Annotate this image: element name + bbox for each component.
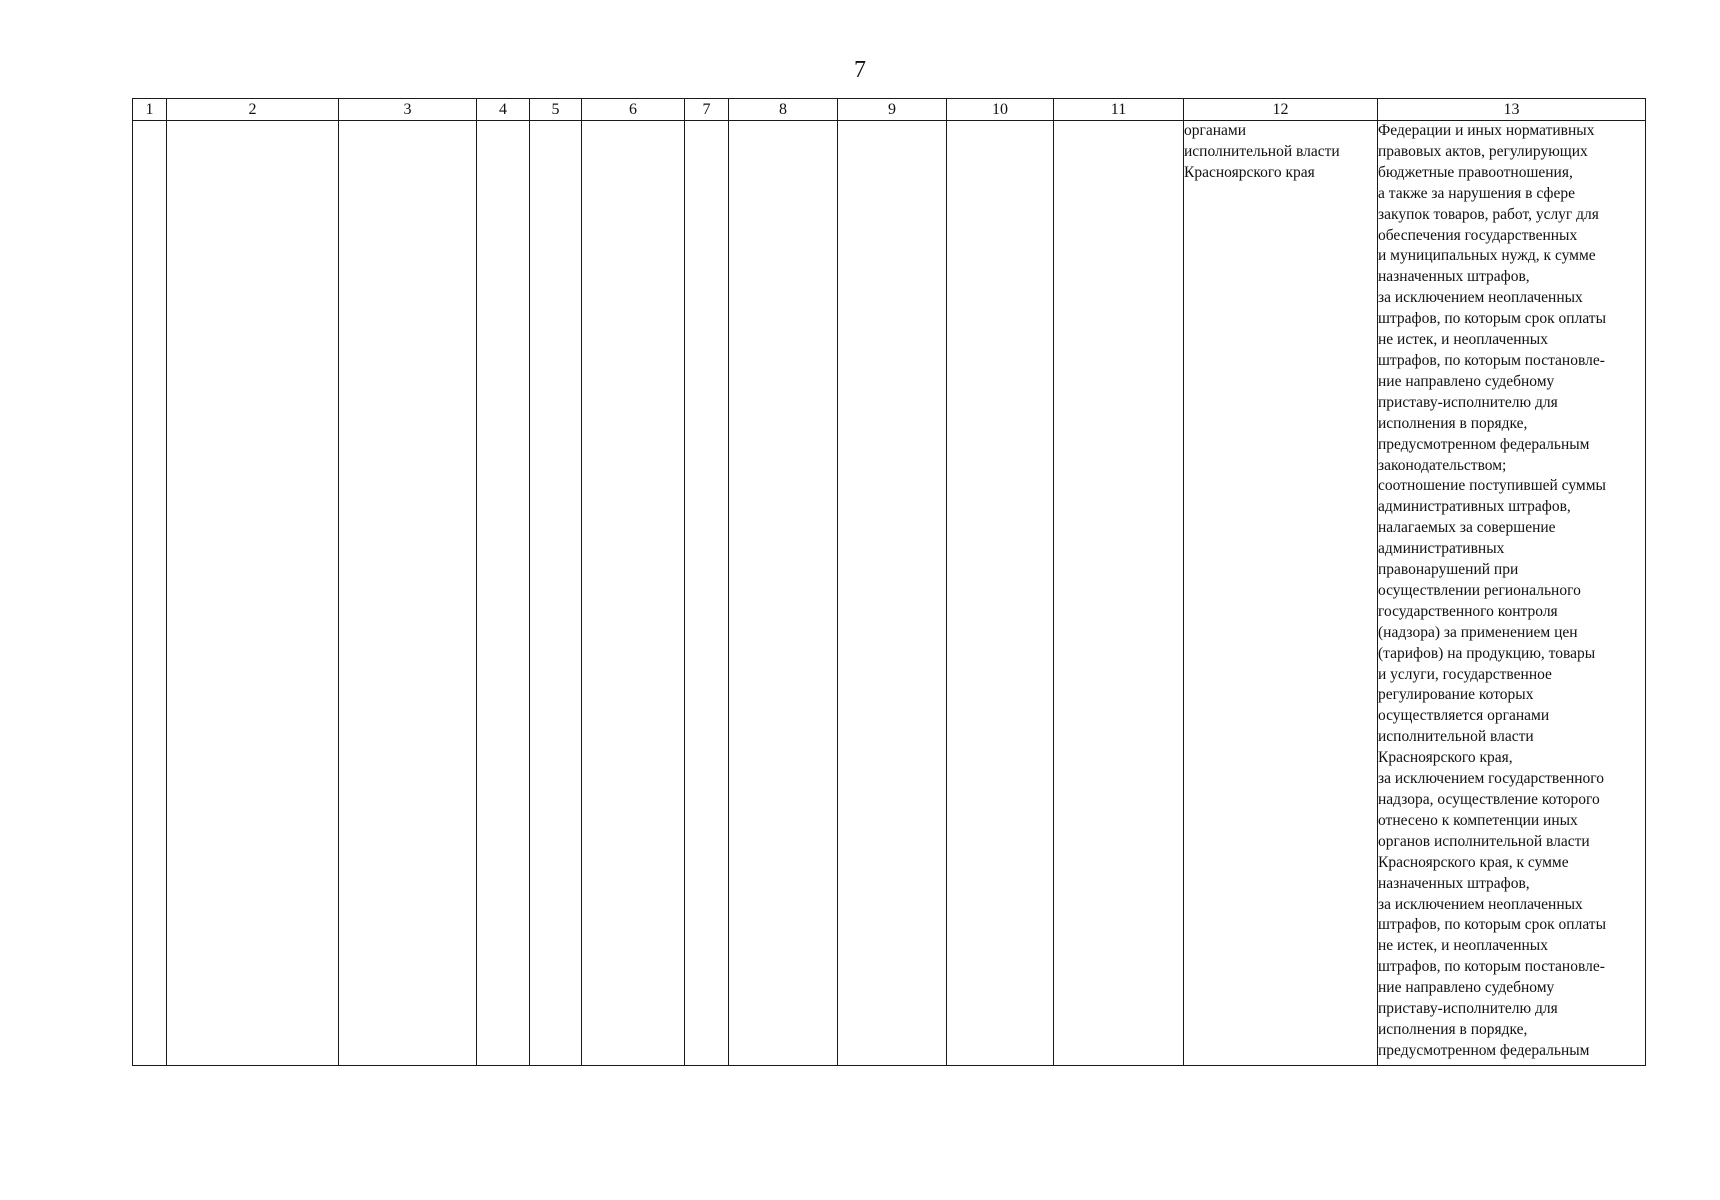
cell-text-line: правовых актов, регулирующих bbox=[1378, 142, 1588, 160]
cell-col-5 bbox=[530, 121, 582, 1066]
cell-text-line: штрафов, по которым постановле- bbox=[1378, 958, 1605, 976]
cell-text-line: приставу-исполнителю для bbox=[1378, 1000, 1558, 1018]
cell-text-line: исполнения в порядке, bbox=[1378, 414, 1528, 432]
cell-col-8 bbox=[729, 121, 838, 1066]
cell-text-line: штрафов, по которым срок оплаты bbox=[1378, 916, 1606, 934]
cell-text-line: закупок товаров, работ, услуг для bbox=[1378, 205, 1599, 223]
cell-text-line: государственного контроля bbox=[1378, 602, 1558, 620]
cell-col-10 bbox=[947, 121, 1054, 1066]
cell-text-line: приставу-исполнителю для bbox=[1378, 393, 1558, 411]
cell-text-line: надзора, осуществление которого bbox=[1378, 791, 1600, 808]
column-header-11: 11 bbox=[1054, 99, 1184, 121]
cell-col-12 bbox=[1184, 121, 1378, 1066]
cell-col-3 bbox=[339, 121, 477, 1066]
cell-text-line: за исключением неоплаченных bbox=[1378, 289, 1583, 307]
cell-text-line: органами bbox=[1184, 122, 1247, 139]
cell-col-1 bbox=[133, 121, 167, 1066]
cell-text-line: (тарифов) на продукцию, товары bbox=[1378, 644, 1596, 662]
cell-text-line: исполнительной власти bbox=[1184, 142, 1340, 160]
cell-col-4 bbox=[477, 121, 530, 1066]
cell-col-2 bbox=[167, 121, 339, 1066]
cell-text-line: правонарушений при bbox=[1378, 561, 1519, 579]
cell-text-line: ние направлено судебному bbox=[1378, 372, 1555, 390]
cell-text-line: за исключением государственного bbox=[1378, 770, 1605, 788]
cell-text-line: предусмотренном федеральным bbox=[1378, 435, 1590, 453]
cell-col-11 bbox=[1054, 121, 1184, 1066]
cell-text-line: исполнительной власти bbox=[1378, 728, 1534, 746]
cell-text-line: Красноярского края, к сумме bbox=[1378, 853, 1569, 871]
cell-col-13 bbox=[1378, 121, 1646, 1066]
cell-text-line: не истек, и неоплаченных bbox=[1378, 937, 1548, 955]
cell-text-line: административных штрафов, bbox=[1378, 498, 1571, 516]
table-row bbox=[133, 121, 1646, 1066]
cell-text-line: Федерации и иных нормативных bbox=[1378, 122, 1595, 139]
data-table bbox=[132, 98, 1646, 1066]
cell-text-line: и муниципальных нужд, к сумме bbox=[1378, 247, 1596, 265]
header-row bbox=[133, 99, 1646, 121]
cell-text-line: регулирование которых bbox=[1378, 686, 1534, 704]
column-header-12: 12 bbox=[1184, 99, 1378, 121]
cell-text-line: а также за нарушения в сфере bbox=[1378, 184, 1575, 202]
column-header-10: 10 bbox=[947, 99, 1054, 121]
cell-text-line: Красноярского края, bbox=[1378, 749, 1513, 767]
cell-text-line: законодательством; bbox=[1378, 456, 1507, 474]
cell-text-line: Красноярского края bbox=[1184, 163, 1315, 181]
cell-text-line: штрафов, по которым срок оплаты bbox=[1378, 310, 1606, 328]
column-header-4: 4 bbox=[477, 99, 530, 121]
cell-text-line: и услуги, государственное bbox=[1378, 665, 1552, 683]
cell-text-line: органов исполнительной власти bbox=[1378, 832, 1590, 850]
cell-text-line: предусмотренном федеральным bbox=[1378, 1041, 1590, 1059]
cell-col-9 bbox=[838, 121, 947, 1066]
cell-text-line: отнесено к компетенции иных bbox=[1378, 811, 1578, 829]
cell-text-line: не истек, и неоплаченных bbox=[1378, 331, 1548, 349]
cell-text-line: налагаемых за совершение bbox=[1378, 519, 1556, 537]
cell-text-line: за исключением неоплаченных bbox=[1378, 895, 1583, 913]
column-header-3: 3 bbox=[339, 99, 477, 121]
cell-col-13-text bbox=[1378, 121, 1645, 1062]
column-header-5: 5 bbox=[530, 99, 582, 121]
cell-text-line: (надзора) за применением цен bbox=[1378, 623, 1578, 641]
cell-col-12-text bbox=[1184, 121, 1377, 184]
cell-text-line: исполнения в порядке, bbox=[1378, 1020, 1528, 1038]
cell-text-line: штрафов, по которым постановле- bbox=[1378, 351, 1605, 369]
cell-col-6 bbox=[582, 121, 685, 1066]
column-header-1: 1 bbox=[133, 99, 167, 121]
page-number: 7 bbox=[854, 57, 866, 83]
cell-text-line: назначенных штрафов, bbox=[1378, 268, 1530, 286]
cell-text-line: соотношение поступившей суммы bbox=[1378, 477, 1606, 495]
column-header-6: 6 bbox=[582, 99, 685, 121]
column-header-13: 13 bbox=[1378, 99, 1646, 121]
cell-col-7 bbox=[685, 121, 729, 1066]
cell-text-line: осуществляется органами bbox=[1378, 707, 1550, 725]
cell-text-line: обеспечения государственных bbox=[1378, 226, 1578, 244]
cell-text-line: административных bbox=[1378, 540, 1505, 558]
cell-text-line: осуществлении регионального bbox=[1378, 581, 1581, 599]
cell-text-line: бюджетные правоотношения, bbox=[1378, 163, 1573, 181]
cell-text-line: назначенных штрафов, bbox=[1378, 874, 1530, 892]
column-header-9: 9 bbox=[838, 99, 947, 121]
column-header-2: 2 bbox=[167, 99, 339, 121]
column-header-8: 8 bbox=[729, 99, 838, 121]
cell-text-line: ние направлено судебному bbox=[1378, 979, 1555, 997]
column-header-7: 7 bbox=[685, 99, 729, 121]
